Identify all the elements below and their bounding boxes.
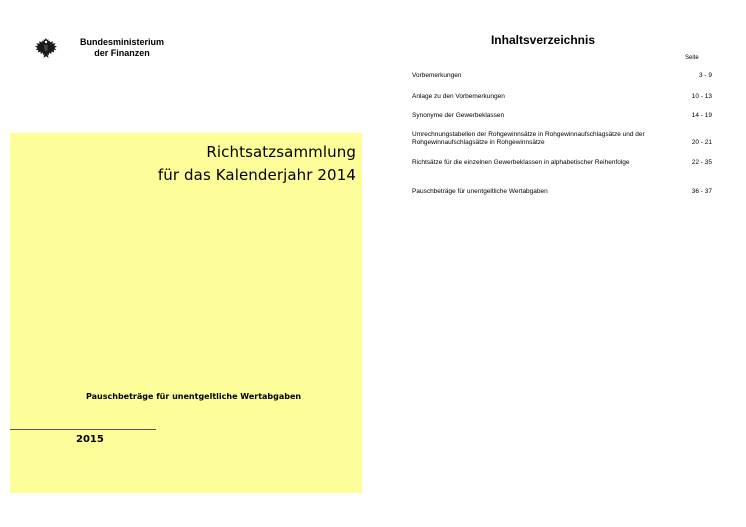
cover-year: 2015 <box>76 434 104 445</box>
toc-entry-text: Umrechnungstabellen der Rohgewinnsätze in Rohgewinnaufschlagsätze und der Rohgewinnaufschlagsätze in Rohgewinnsätze <box>412 131 645 146</box>
toc-entry-text: Vorbemerkungen <box>412 72 462 79</box>
toc-entry-pages: 20 - 21 <box>691 139 712 146</box>
toc-entry-pages: 22 - 35 <box>691 159 712 166</box>
cover-subtitle: Pauschbeträge für unentgeltliche Wertabgaben <box>86 392 302 401</box>
table-of-contents <box>373 0 746 527</box>
toc-entry-text: Richtsätze für die einzelnen Gewerbeklassen in alphabetischer Reihenfolge <box>412 159 630 166</box>
toc-entry-text: Anlage zu den Vorbemerkungen <box>412 93 505 100</box>
ministry-name-line1: Bundesministerium <box>80 37 165 47</box>
toc-entry <box>412 112 712 120</box>
ministry-header <box>34 36 164 60</box>
toc-entry-pages: 14 - 19 <box>691 112 712 119</box>
ministry-name-line2: der Finanzen <box>94 48 150 58</box>
ministry-name <box>80 37 164 59</box>
toc-entry <box>412 93 712 101</box>
cover-divider <box>10 429 156 430</box>
toc-page-header: Seite <box>685 55 699 61</box>
cover-title-line1: Richtsatzsammlung <box>206 143 356 161</box>
toc-title: Inhaltsverzeichnis <box>490 33 596 47</box>
toc-entry-text: Pauschbeträge für unentgeltliche Wertabgaben <box>412 188 548 195</box>
cover-title <box>158 141 356 187</box>
toc-entry-pages: 10 - 13 <box>691 93 712 100</box>
cover-box <box>10 133 362 493</box>
toc-entry <box>412 131 712 147</box>
toc-entry <box>412 72 712 80</box>
toc-entry <box>412 159 712 167</box>
toc-entry <box>412 188 712 196</box>
toc-entry-pages: 3 - 9 <box>698 72 712 79</box>
federal-eagle-icon <box>34 36 58 60</box>
toc-entry-text: Synonyme der Gewerbeklassen <box>412 112 505 119</box>
toc-entry-pages: 36 - 37 <box>691 188 712 195</box>
cover-title-line2: für das Kalenderjahr 2014 <box>157 166 356 184</box>
